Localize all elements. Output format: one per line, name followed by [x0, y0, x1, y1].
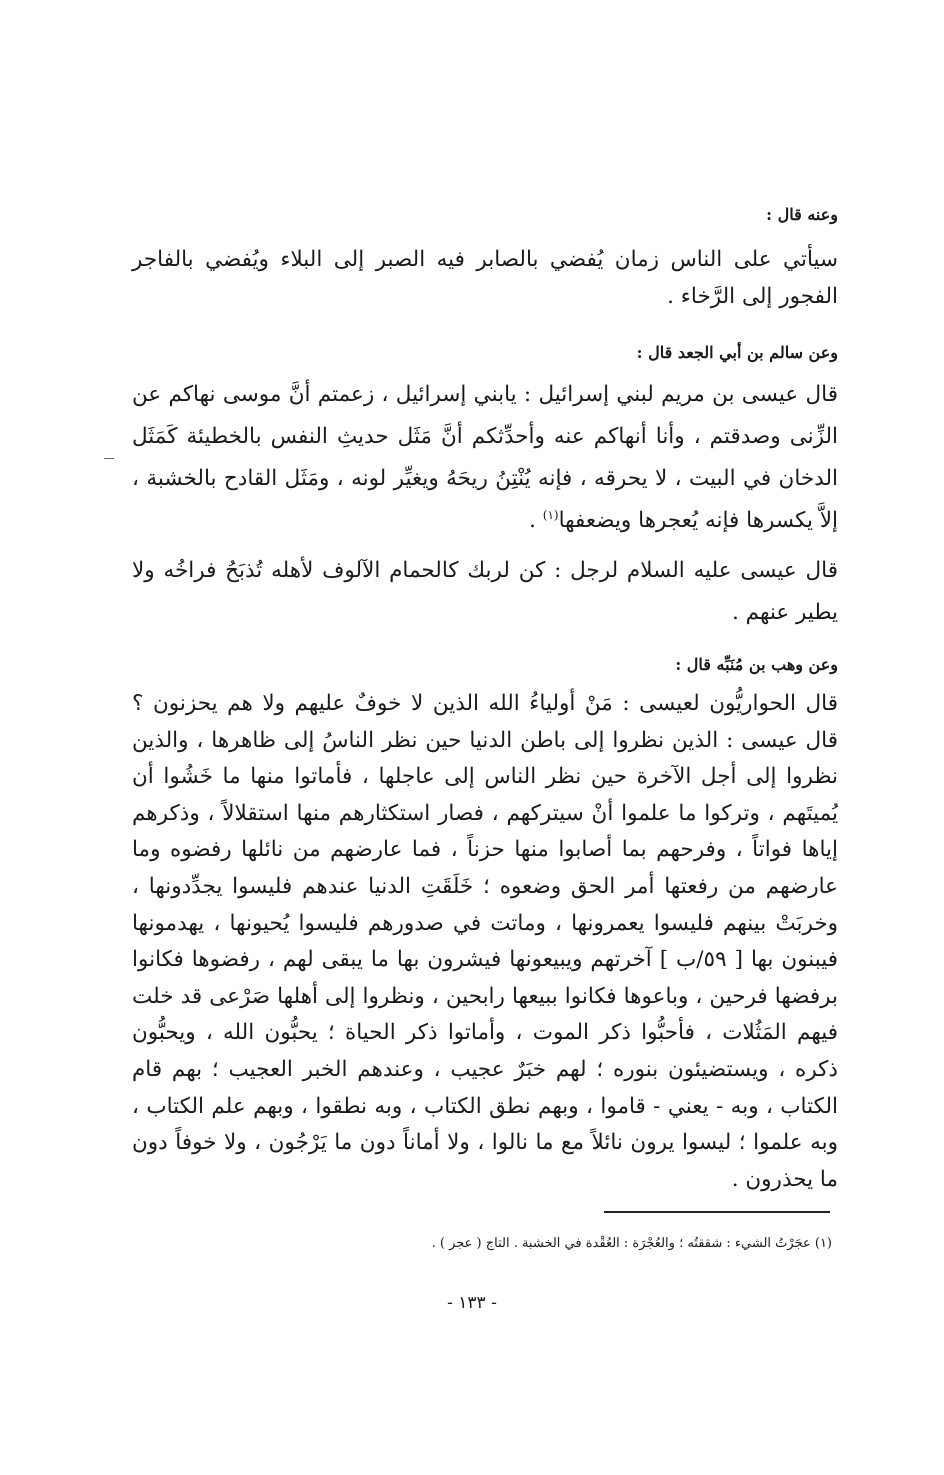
- section-heading: وعن سالم بن أبي الجعد قال :: [636, 343, 838, 362]
- paragraph: سيأتي على الناس زمان يُفضي بالصابر فيه الصبر إلى البلاء ويُفضي بالفاجر الفجور إلى الرَّخاء .: [132, 247, 838, 309]
- footnote: (١) عجَرْتُ الشيء : شققتُه ؛ والعُجْرَة : العُقْدة في الخشبة . التاج ( عجر ) .: [431, 1236, 832, 1251]
- margin-mark: [104, 458, 114, 459]
- footnote-reference: (١): [542, 507, 559, 522]
- paragraph: [132, 374, 838, 542]
- paragraph: قال عيسى عليه السلام لرجل : كن لربك كالحمام الآلوف لأهله تُذبَحُ فراخُه ولا يطير عنهم .: [132, 558, 838, 625]
- footnote-divider: [604, 1211, 830, 1213]
- paragraph-text: قال عيسى بن مريم لبني إسرائيل : يابني إسرائيل ، زعمتم أنَّ موسى نهاكم عن الزِّنى وصدقتم ، وأنا أنهاكم عنه وأحدِّثكم أنَّ مَثَل حديثِ النفس بالخطيئة كَمَثَل الدخان في البيت ، لا يحرقه ، فإنه يُنْتِنُ ريحَهُ ويغيِّر لونه ، ومَثَل القادح بالخشبة ، إلاَّ يكسرها فإنه يُعجرها ويضعفها: [132, 382, 838, 533]
- paragraph-end-mark: .: [529, 508, 543, 533]
- page-number: - ١٣٣ -: [447, 1293, 497, 1313]
- paragraph: قال الحواريُّون لعيسى : مَنْ أولياءُ الله الذين لا خوفٌ عليهم ولا هم يحزنون ؟ قال عيسى : الذين نظروا إلى باطن الدنيا حين نظر الناسُ إلى ظاهرها ، والذين نظروا إلى أجل الآخرة حين نظر الناس إلى عاجلها ، فأماتوا منها ما خَشُوا أن يُميتَهم ، وتركوا ما علموا أنْ سيتركهم ، فصار استكثارهم منها استقلالاً ، وذكرهم إياها فواتاً ، وفرحهم بما أصابوا منها حزناً ، فما عارضهم من نائلها رفضوه وما عارضهم من رفعتها أمر الحق وضعوه ؛ خَلَقَتِ الدنيا عندهم فليسوا يجدِّدونها ، وخربَتْ بينهم فليسوا يعمرونها ، وماتت في صدورهم فليسوا يُحيونها ، يهدمونها فيبنون بها [ ٥٩/ب ] آخرتهم ويبيعونها فيشرون بها ما يبقى لهم ، رفضوها فكانوا برفضها فرحين ، وباعوها فكانوا ببيعها رابحين ، ونظروا إلى أهلها صَرْعى قد خلت فيهم المَثُلات ، فأحبُّوا ذكر الموت ، وأماتوا ذكر الحياة ؛ يحبُّون الله ، ويحبُّون ذكره ، ويستضيئون بنوره ؛ لهم خبَرٌ عجيب ، وعندهم الخبر العجيب ؛ بهم قام الكتاب ، وبه - يعني - قاموا ، وبهم نطق الكتاب ، وبه نطقوا ، وبهم علم الكتاب ، وبه علموا ؛ ليسوا يرون نائلاً مع ما نالوا ، ولا أماناً دون ما يَرْجُون ، ولا خوفاً دون ما يحذرون .: [132, 691, 838, 1192]
- section-heading: وعنه قال :: [766, 205, 838, 224]
- section-heading: وعن وهب بن مُنَبِّه قال :: [675, 655, 838, 674]
